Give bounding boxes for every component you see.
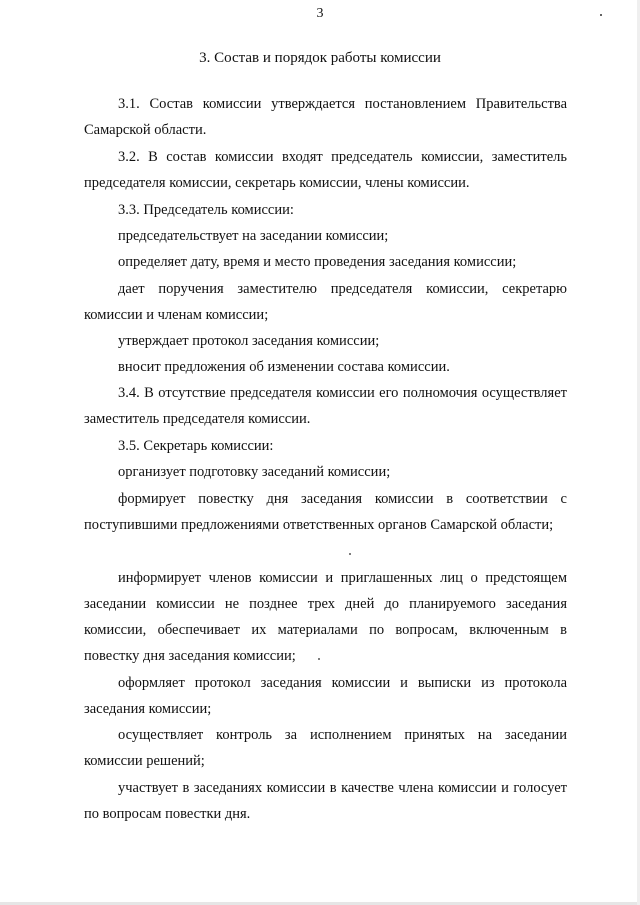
list-item: вносит предложения об изменении состава комиссии.	[118, 359, 450, 375]
list-item: информирует членов комиссии и приглашенных лиц о предстоящем заседании комиссии не позднее трех дней до планируемого заседания комиссии, обеспечивает их материалами по вопросам, включенным в повестку дня заседания комиссии;	[84, 570, 567, 664]
list-item: осуществляет контроль за исполнением принятых на заседании комиссии решений;	[84, 727, 567, 769]
paragraph-3-2: 3.2. В состав комиссии входят председатель комиссии, заместитель председателя комиссии, секретарь комиссии, члены комиссии.	[84, 149, 567, 191]
scan-speck	[349, 553, 351, 555]
paragraph-3-4: 3.4. В отсутствие председателя комиссии его полномочия осуществляет заместитель председателя комиссии.	[84, 385, 567, 427]
paragraph-3-1: 3.1. Состав комиссии утверждается постановлением Правительства Самарской области.	[84, 96, 567, 138]
list-item: определяет дату, время и место проведения заседания комиссии;	[118, 254, 517, 270]
section-heading: 3. Состав и порядок работы комиссии	[199, 50, 441, 66]
list-item: участвует в заседаниях комиссии в качестве члена комиссии и голосует по вопросам повестки дня.	[84, 780, 567, 822]
list-item: оформляет протокол заседания комиссии и выписки из протокола заседания комиссии;	[84, 675, 567, 717]
list-item: утверждает протокол заседания комиссии;	[118, 333, 380, 349]
list-item: дает поручения заместителю председателя комиссии, секретарю комиссии и членам комиссии;	[84, 281, 567, 323]
paragraph-3-5-title: 3.5. Секретарь комиссии:	[118, 438, 274, 454]
scan-speck	[600, 14, 602, 16]
list-item: формирует повестку дня заседания комиссии в соответствии с поступившими предложениями ответственных органов Самарской области;	[84, 491, 567, 533]
paragraph-3-3-title: 3.3. Председатель комиссии:	[118, 202, 294, 218]
list-item: председательствует на заседании комиссии;	[118, 228, 389, 244]
page-number: 3	[316, 6, 324, 21]
list-item: организует подготовку заседаний комиссии;	[118, 464, 391, 480]
